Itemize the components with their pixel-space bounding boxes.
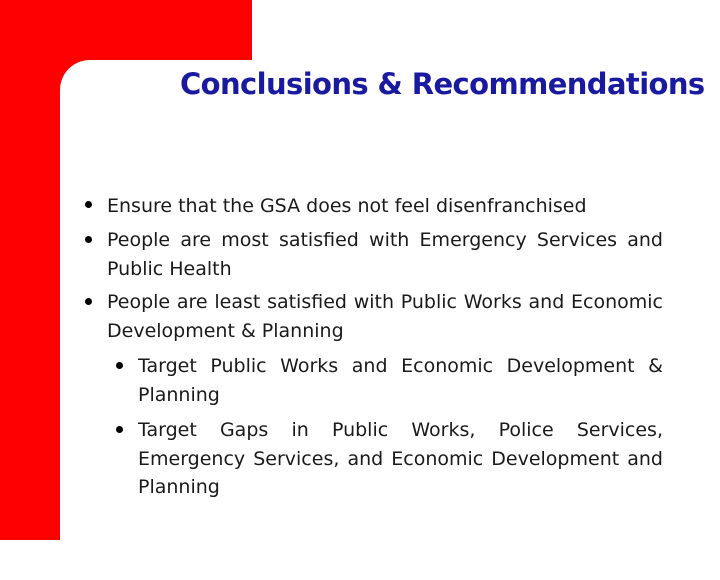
bullet-item-2: People are most satisfied with Emergency Services and Public Health bbox=[107, 229, 663, 280]
sub-bullet-item-2: Target Gaps in Public Works, Police Services, Emergency Services, and Economic Development and Planning bbox=[138, 419, 663, 498]
sub-bullet-item-1: Target Public Works and Economic Development & Planning bbox=[138, 355, 663, 406]
sub-bullet-marker bbox=[116, 426, 123, 433]
slide-title: Conclusions & Recommendations bbox=[180, 67, 705, 101]
bullet-item-1: Ensure that the GSA does not feel disenfranchised bbox=[107, 195, 587, 217]
bullet-marker bbox=[85, 236, 92, 243]
bullet-item-3: People are least satisfied with Public Works and Economic Development & Planning bbox=[107, 291, 663, 342]
sub-bullet-marker bbox=[116, 362, 123, 369]
bullet-marker bbox=[85, 201, 92, 208]
bullet-marker bbox=[85, 298, 92, 305]
